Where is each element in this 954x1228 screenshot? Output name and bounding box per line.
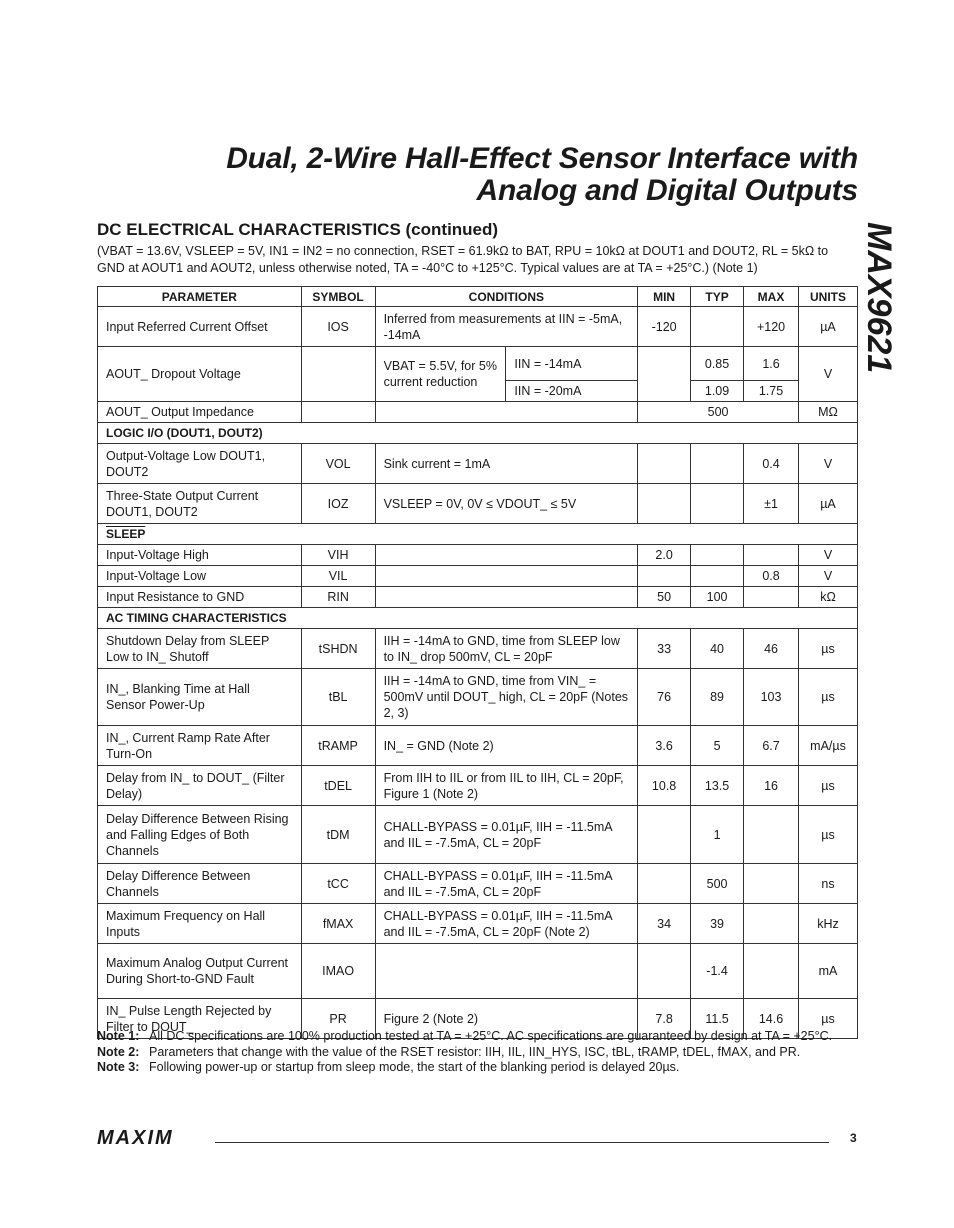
part-number-side-label: MAX9621 [860, 222, 898, 374]
table-row: Shutdown Delay from SLEEP Low to IN_ Shutoff tSHDN IIH = -14mA to GND, time from SLEEP low to IN_ drop 500mV, CL = 20pF 33 40 46 µs [98, 629, 858, 669]
table-row: IIN = -20mA 1.09 1.75 [98, 381, 858, 402]
table-row: Delay Difference Between Rising and Falling Edges of Both Channels tDM CHALL-BYPASS = 0.01µF, IIH = -11.5mA and IIL = -7.5mA, CL = 20pF 1 µs [98, 806, 858, 864]
spec-table [97, 286, 858, 1039]
table-group-row: SLEEP [98, 524, 858, 545]
note-3: Note 3: Following power-up or startup from sleep mode, the start of the blanking period is delayed 20µs. [97, 1060, 680, 1074]
table-row: Maximum Analog Output Current During Short-to-GND Fault IMAO -1.4 mA [98, 944, 858, 999]
table-row: Output-Voltage Low DOUT1, DOUT2 VOL Sink current = 1mA 0.4 V [98, 444, 858, 484]
table-header-row: PARAMETER SYMBOL CONDITIONS MIN TYP MAX UNITS [98, 287, 858, 307]
table-row: Input-Voltage Low VIL 0.8 V [98, 566, 858, 587]
table-row: Delay Difference Between Channels tCC CHALL-BYPASS = 0.01µF, IIH = -11.5mA and IIL = -7.5mA, CL = 20pF 500 ns [98, 864, 858, 904]
table-row: Input-Voltage High VIH 2.0 V [98, 545, 858, 566]
table-group-row: AC TIMING CHARACTERISTICS [98, 608, 858, 629]
table-row: AOUT_ Output Impedance 500 MΩ [98, 402, 858, 423]
footer-divider [215, 1142, 829, 1143]
note-2: Note 2: Parameters that change with the value of the RSET resistor: IIH, IIL, IIN_HYS, ISC, tBL, tRAMP, tDEL, fMAX, and PR. [97, 1044, 801, 1059]
maxim-logo: MAXIM [97, 1127, 174, 1149]
note-1: Note 1: All DC specifications are 100% production tested at TA = +25°C. AC specifications are guaranteed by design at TA = +25°C. [97, 1029, 833, 1043]
notes [97, 1029, 859, 1076]
table-row: IN_, Current Ramp Rate After Turn-On tRAMP IN_ = GND (Note 2) 3.6 5 6.7 mA/µs [98, 726, 858, 766]
document-title: Dual, 2-Wire Hall-Effect Sensor Interface with Analog and Digital Outputs [226, 142, 858, 207]
table-row: Input Resistance to GND RIN 50 100 kΩ [98, 587, 858, 608]
test-conditions: (VBAT = 13.6V, VSLEEP = 5V, IN1 = IN2 = no connection, RSET = 61.9kΩ to BAT, RPU = 10kΩ at DOUT1 and DOUT2, RL = 5kΩ to GND at AOUT1 and AOUT2, unless otherwise noted, TA = -40°C to +125°C. Typical values are at TA = +25°C.) (Note 1) [97, 244, 829, 275]
table-row: Three-State Output Current DOUT1, DOUT2 IOZ VSLEEP = 0V, 0V ≤ VDOUT_ ≤ 5V ±1 µA [98, 484, 858, 524]
table-group-row: LOGIC I/O (DOUT1, DOUT2) [98, 423, 858, 444]
table-row: IN_ Pulse Length Rejected by Filter to DOUT_ PR Figure 2 (Note 2) 7.8 11.5 14.6 µs [98, 999, 858, 1039]
table-row: Delay from IN_ to DOUT_ (Filter Delay) tDEL From IIH to IIL or from IIL to IIH, CL = 20pF, Figure 1 (Note 2) 10.8 13.5 16 µs [98, 766, 858, 806]
page-number: 3 [850, 1131, 857, 1145]
table-row: AOUT_ Dropout Voltage VBAT = 5.5V, for 5% current reduction IIN = -14mA 0.85 1.6 V [98, 347, 858, 381]
table-row: Maximum Frequency on Hall Inputs fMAX CHALL-BYPASS = 0.01µF, IIH = -11.5mA and IIL = -7.5mA, CL = 20pF (Note 2) 34 39 kHz [98, 904, 858, 944]
section-title: DC ELECTRICAL CHARACTERISTICS (continued) [97, 220, 499, 239]
table-row: IN_, Blanking Time at Hall Sensor Power-Up tBL IIH = -14mA to GND, time from VIN_ = 500mV until DOUT_ high, CL = 20pF (Notes 2, 3) 76 89 103 µs [98, 669, 858, 726]
table-row: Input Referred Current Offset IOS Inferred from measurements at IIN = -5mA, -14mA -120 +120 µA [98, 307, 858, 347]
